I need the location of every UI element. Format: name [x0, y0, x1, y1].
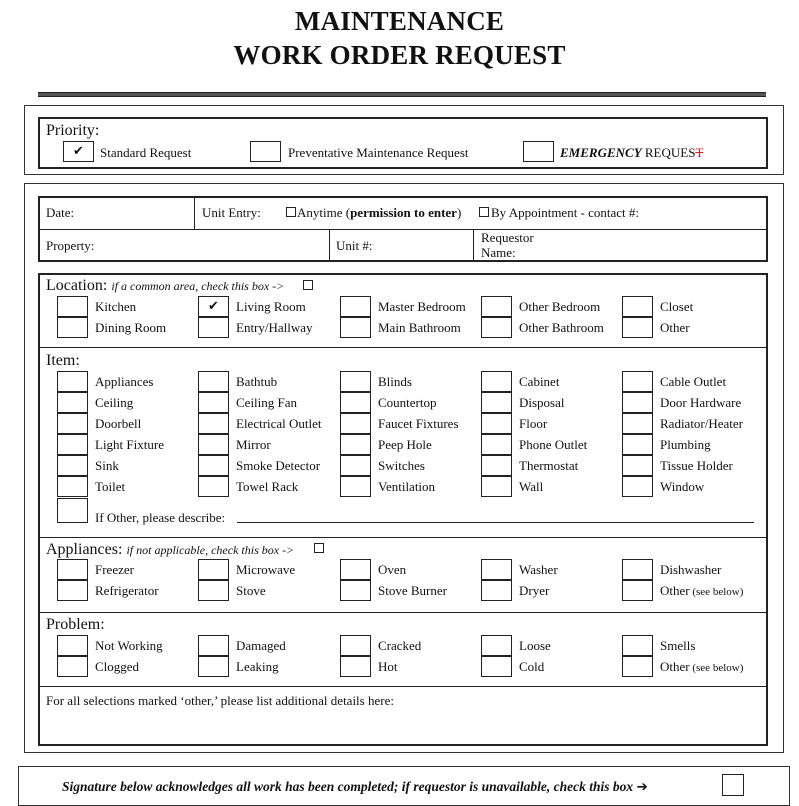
anytime-label: Anytime (permission to enter) [297, 205, 462, 220]
item-label: Window [660, 479, 705, 494]
other-item-label: If Other, please describe: [95, 510, 226, 525]
item-label: Thermostat [519, 458, 579, 473]
problem-label-note: (see below) [689, 662, 744, 674]
section-divider [38, 686, 768, 687]
item-checkbox[interactable] [57, 434, 88, 455]
item-label: Tissue Holder [660, 458, 733, 473]
location-label: Other Bathroom [519, 320, 604, 335]
item-label: Light Fixture [95, 437, 164, 452]
requestor-label-line1: Requestor [481, 230, 534, 245]
location-checkbox[interactable] [340, 317, 371, 338]
item-checkbox[interactable] [198, 434, 229, 455]
standard-request-checkbox[interactable]: ✔ [63, 141, 94, 162]
info-col-divider [194, 196, 195, 229]
item-checkbox[interactable] [198, 371, 229, 392]
problem-checkbox[interactable] [622, 635, 653, 656]
problem-label: Smells [660, 638, 696, 653]
appliances-label: Stove Burner [378, 583, 447, 598]
item-checkbox[interactable] [340, 476, 371, 497]
location-label: Entry/Hallway [236, 320, 313, 335]
location-label: Dining Room [95, 320, 167, 335]
problem-checkbox[interactable] [198, 635, 229, 656]
item-label: Countertop [378, 395, 437, 410]
location-checkbox[interactable] [481, 317, 512, 338]
item-label: Towel Rack [236, 479, 299, 494]
appliances-checkbox[interactable] [340, 580, 371, 601]
problem-label: Damaged [236, 638, 286, 653]
item-checkbox[interactable] [198, 413, 229, 434]
item-checkbox[interactable] [481, 455, 512, 476]
problem-label: Leaking [236, 659, 279, 674]
item-label: Radiator/Heater [660, 416, 744, 431]
location-checkbox[interactable] [57, 296, 88, 317]
date-label: Date: [46, 205, 75, 220]
item-label: Mirror [236, 437, 271, 452]
item-label: Phone Outlet [519, 437, 588, 452]
section-divider [38, 347, 768, 348]
location-label: Kitchen [95, 299, 137, 314]
appliances-label: Stove [236, 583, 266, 598]
common-area-checkbox[interactable] [303, 280, 313, 290]
header-rule [38, 92, 766, 97]
appliances-checkbox[interactable] [481, 559, 512, 580]
item-label: Ceiling Fan [236, 395, 298, 410]
title-line-1: MAINTENANCE [294, 6, 505, 36]
item-checkbox[interactable] [481, 434, 512, 455]
appliances-checkbox[interactable] [198, 580, 229, 601]
item-label: Electrical Outlet [236, 416, 322, 431]
standard-request-label: Standard Request [100, 145, 192, 160]
item-checkbox[interactable] [198, 455, 229, 476]
info-col-divider [473, 229, 474, 262]
appliances-label: Other (see below) [660, 583, 744, 598]
item-label: Sink [95, 458, 119, 473]
item-label: Blinds [378, 374, 412, 389]
item-checkbox[interactable] [57, 413, 88, 434]
item-label: Cabinet [519, 374, 560, 389]
item-checkbox[interactable] [622, 476, 653, 497]
info-row-divider [38, 229, 768, 230]
signature-text: Signature below acknowledges all work has been completed; if requestor is unavailable, check this box ➔ [62, 779, 648, 794]
appliances-label: Freezer [95, 562, 134, 577]
item-checkbox[interactable] [622, 434, 653, 455]
item-checkbox[interactable] [622, 455, 653, 476]
problem-checkbox[interactable] [198, 656, 229, 677]
item-label: Bathtub [236, 374, 278, 389]
location-checkbox[interactable]: ✔ [198, 296, 229, 317]
appliances-title: Appliances: if not applicable, check this box -> [46, 541, 295, 558]
item-checkbox[interactable] [340, 434, 371, 455]
property-label: Property: [46, 238, 95, 253]
section-divider [38, 612, 768, 613]
preventative-request-label: Preventative Maintenance Request [288, 145, 469, 160]
problem-checkbox[interactable] [340, 656, 371, 677]
appliances-checkbox[interactable] [57, 559, 88, 580]
location-title: Location: if a common area, check this box -> [46, 277, 285, 294]
emergency-request-checkbox[interactable] [523, 141, 554, 162]
location-label: Other Bedroom [519, 299, 601, 314]
other-item-checkbox[interactable] [57, 498, 88, 523]
appliances-checkbox[interactable] [622, 559, 653, 580]
item-label: Ventilation [378, 479, 436, 494]
item-label: Smoke Detector [236, 458, 321, 473]
appointment-label: By Appointment - contact #: [491, 205, 640, 220]
item-checkbox[interactable] [198, 476, 229, 497]
location-label: Master Bedroom [378, 299, 466, 314]
problem-label: Cold [519, 659, 545, 674]
location-checkbox[interactable] [340, 296, 371, 317]
appliances-label: Microwave [236, 562, 296, 577]
anytime-checkbox[interactable] [286, 207, 296, 217]
other-item-line[interactable] [237, 522, 754, 523]
problem-label: Cracked [378, 638, 422, 653]
requestor-unavailable-checkbox[interactable] [722, 774, 744, 796]
appliances-label: Dryer [519, 583, 550, 598]
problem-label: Hot [378, 659, 398, 674]
item-label: Ceiling [95, 395, 134, 410]
item-label: Plumbing [660, 437, 711, 452]
unit-number-label: Unit #: [336, 238, 373, 253]
item-checkbox[interactable] [198, 392, 229, 413]
item-label: Faucet Fixtures [378, 416, 459, 431]
details-label: For all selections marked ‘other,’ please list additional details here: [46, 693, 394, 708]
item-checkbox[interactable] [622, 413, 653, 434]
item-label: Wall [519, 479, 544, 494]
item-checkbox[interactable] [481, 413, 512, 434]
appliances-checkbox[interactable] [622, 580, 653, 601]
problem-label: Clogged [95, 659, 140, 674]
location-checkbox[interactable] [622, 296, 653, 317]
appliances-checkbox[interactable] [198, 559, 229, 580]
not-applicable-checkbox[interactable] [314, 543, 324, 553]
item-label: Door Hardware [660, 395, 742, 410]
section-divider [38, 537, 768, 538]
preventative-request-checkbox[interactable] [250, 141, 281, 162]
item-label: Disposal [519, 395, 565, 410]
item-checkbox[interactable] [622, 392, 653, 413]
appliances-label: Refrigerator [95, 583, 159, 598]
location-checkbox[interactable] [57, 317, 88, 338]
appliances-label: Oven [378, 562, 407, 577]
location-checkbox[interactable] [622, 317, 653, 338]
problem-checkbox[interactable] [57, 635, 88, 656]
item-checkbox[interactable] [481, 476, 512, 497]
problem-title: Problem: [46, 616, 105, 633]
appointment-checkbox[interactable] [479, 207, 489, 217]
item-label: Cable Outlet [660, 374, 727, 389]
appliances-checkbox[interactable] [340, 559, 371, 580]
appliances-label-note: (see below) [689, 586, 744, 598]
location-label: Living Room [236, 299, 306, 314]
problem-checkbox[interactable] [57, 656, 88, 677]
item-label: Doorbell [95, 416, 142, 431]
item-checkbox[interactable] [57, 371, 88, 392]
priority-title: Priority: [46, 122, 100, 139]
location-label: Other [660, 320, 690, 335]
item-checkbox[interactable] [481, 371, 512, 392]
title-line-2: WORK ORDER REQUEST [233, 40, 566, 70]
problem-checkbox[interactable] [481, 656, 512, 677]
info-col-divider [329, 229, 330, 262]
problem-checkbox[interactable] [340, 635, 371, 656]
appliances-checkbox[interactable] [57, 580, 88, 601]
location-label: Closet [660, 299, 694, 314]
item-label: Switches [378, 458, 425, 473]
item-label: Appliances [95, 374, 154, 389]
priority-box [38, 117, 768, 169]
problem-label: Other (see below) [660, 659, 744, 674]
item-checkbox[interactable] [622, 371, 653, 392]
item-label: Floor [519, 416, 548, 431]
location-checkbox[interactable] [198, 317, 229, 338]
item-checkbox[interactable] [57, 455, 88, 476]
appliances-label: Washer [519, 562, 558, 577]
item-checkbox[interactable] [340, 413, 371, 434]
item-title: Item: [46, 352, 80, 369]
item-checkbox[interactable] [340, 371, 371, 392]
item-label: Toilet [95, 479, 126, 494]
item-checkbox[interactable] [340, 455, 371, 476]
item-checkbox[interactable] [340, 392, 371, 413]
appliances-label: Dishwasher [660, 562, 722, 577]
problem-label: Loose [519, 638, 551, 653]
item-checkbox[interactable] [481, 392, 512, 413]
problem-checkbox[interactable] [622, 656, 653, 677]
item-label: Peep Hole [378, 437, 432, 452]
problem-label: Not Working [95, 638, 163, 653]
location-label: Main Bathroom [378, 320, 461, 335]
item-checkbox[interactable] [57, 392, 88, 413]
item-checkbox[interactable] [57, 476, 88, 497]
location-checkbox[interactable] [481, 296, 512, 317]
requestor-label-line2: Name: [481, 245, 516, 260]
appliances-checkbox[interactable] [481, 580, 512, 601]
unit-entry-label: Unit Entry: [202, 205, 261, 220]
emergency-request-label: EMERGENCY REQUEST [560, 145, 704, 160]
problem-checkbox[interactable] [481, 635, 512, 656]
